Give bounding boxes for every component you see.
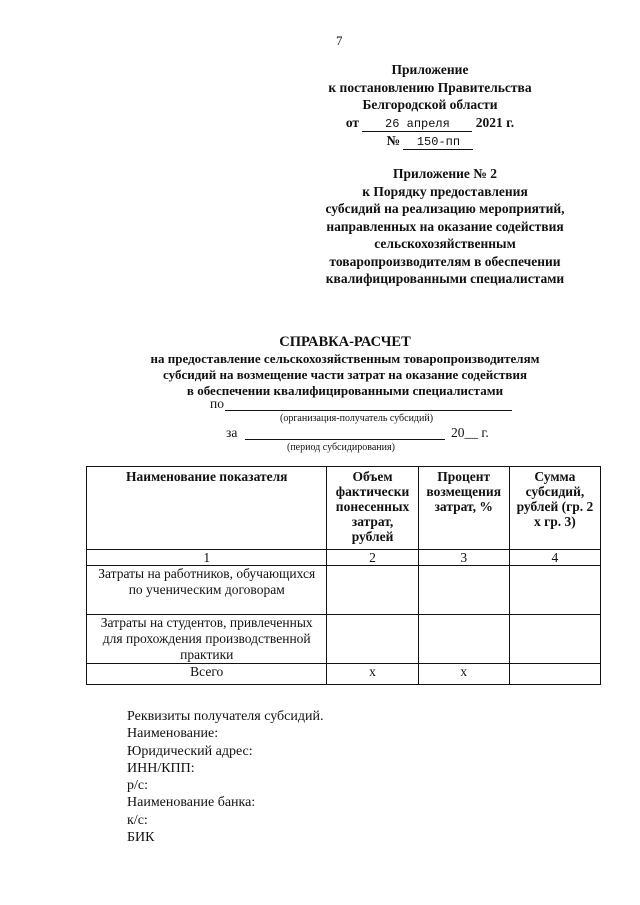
appendix-date-line: [300, 114, 560, 132]
period-year: 20__ г.: [451, 425, 489, 440]
number-value: 150-пп: [403, 135, 473, 150]
table-row: [87, 615, 601, 664]
table-cell[interactable]: [327, 615, 418, 664]
header-indicator: Наименование показателя: [87, 467, 327, 550]
column-number: 4: [509, 550, 600, 566]
header-costs: Объем фактически понесенных затрат, рублей: [327, 467, 418, 550]
header-subsidy-sum: Сумма субсидий, рублей (гр. 2 х гр. 3): [509, 467, 600, 550]
number-prefix: №: [386, 132, 401, 148]
requisites-line: Наименование банка:: [127, 795, 256, 811]
requisites-line: БИК: [127, 830, 155, 846]
requisites-line: к/с:: [127, 812, 148, 828]
org-prefix: по: [210, 396, 224, 411]
requisites-line: Реквизиты получателя субсидий.: [127, 709, 324, 724]
appendix-2-line: Приложение № 2: [393, 166, 497, 181]
certificate-title: СПРАВКА-РАСЧЕТ: [279, 334, 411, 350]
certificate-subtitle-line: субсидий на возмещение части затрат на оказание содействия: [163, 367, 527, 382]
requisites-line: ИНН/КПП:: [127, 760, 195, 776]
column-number: 3: [418, 550, 509, 566]
calculation-table: [86, 466, 601, 685]
table-cell[interactable]: [418, 615, 509, 664]
period-caption: (период субсидирования): [287, 442, 395, 453]
table-cell[interactable]: [509, 615, 600, 664]
date-suffix: 2021 г.: [475, 114, 515, 130]
date-prefix: от: [345, 114, 360, 130]
appendix-2-line: товаропроизводителям в обеспечении: [329, 253, 561, 269]
certificate-subtitle-line: в обеспечении квалифицированными специалистами: [186, 383, 504, 398]
page-number: 7: [336, 33, 343, 48]
org-fill-line[interactable]: [225, 410, 512, 411]
requisites-line: Юридический адрес:: [127, 743, 253, 759]
appendix-2-line: субсидий на реализацию мероприятий,: [325, 201, 565, 216]
row-label: Затраты на студентов, привлеченных для прохождения производственной практики: [87, 615, 327, 664]
requisites-line: Наименование:: [127, 726, 219, 742]
table-cell[interactable]: [509, 664, 600, 685]
appendix-line-3: Белгородской области: [362, 97, 498, 112]
appendix-2-line: квалифицированными специалистами: [325, 271, 565, 286]
column-number: 2: [327, 550, 418, 566]
appendix-line-2: к постановлению Правительства: [328, 79, 532, 95]
row-label: Затраты на работников, обучающихся по ученическим договорам: [87, 566, 327, 615]
appendix-header: [300, 61, 560, 150]
recipient-requisites: [127, 708, 324, 846]
requisites-line: р/с:: [127, 778, 148, 794]
table-header-row: [87, 467, 601, 550]
table-cell[interactable]: [327, 566, 418, 615]
period-prefix: за: [226, 425, 238, 440]
org-caption: (организация-получатель субсидий): [280, 413, 434, 424]
date-value: 26 апреля: [362, 117, 472, 132]
table-cell: х: [418, 664, 509, 685]
certificate-subtitle-line: на предоставление сельскохозяйственным товаропроизводителям: [150, 351, 540, 366]
appendix-2-line: к Порядку предоставления: [362, 183, 528, 199]
appendix-2-line: направленных на оказание содействия: [326, 218, 564, 234]
column-number: 1: [87, 550, 327, 566]
table-cell[interactable]: [509, 566, 600, 615]
table-cell: х: [327, 664, 418, 685]
header-percent: Процент возмещения затрат, %: [418, 467, 509, 550]
row-label: Всего: [87, 664, 327, 685]
appendix-2-header: [310, 165, 580, 288]
appendix-title: Приложение: [391, 62, 469, 77]
table-cell[interactable]: [418, 566, 509, 615]
appendix-number-line: [300, 132, 560, 150]
appendix-2-line: сельскохозяйственным: [374, 236, 516, 251]
table-row: [87, 566, 601, 615]
period-fill-line[interactable]: [245, 439, 445, 440]
table-total-row: [87, 664, 601, 685]
column-number-row: [87, 550, 601, 566]
certificate-title-block: [90, 333, 600, 399]
